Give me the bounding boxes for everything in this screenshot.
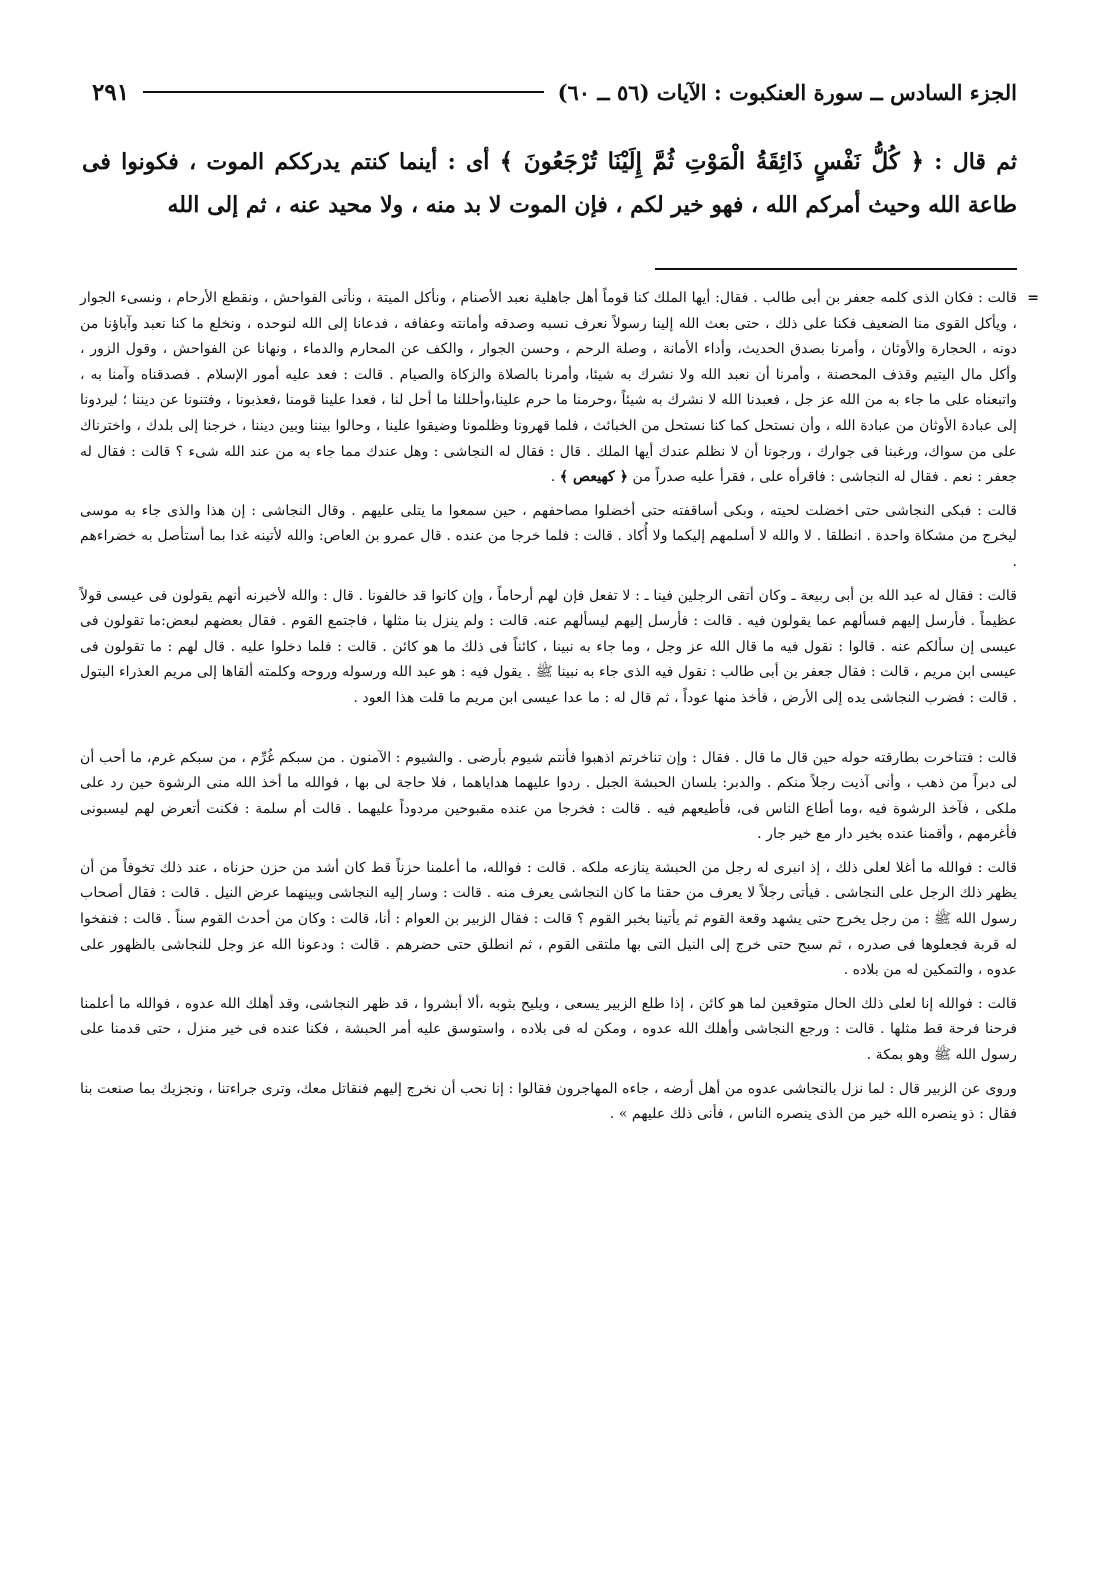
header-rule xyxy=(143,91,544,93)
footnote-paragraph: قالت : فوالله إنا لعلى ذلك الحال متوقعين لما هو كائن ، إذا طلع الزبير يسعى ، ويليح بثوبه ،ألا أبشروا ، قد ظهر النجاشى، وقد أهلك الله عدوه ، فوالله ما أعلمنا فرحنا فرحة قط مثلها . قالت : ورجع النجاشى وأهلك الله عدوه ، ومكن له فى بلاده ، واستوسق عليه أمر الحبشة ، فكنا عنده فى خير منزل ، حتى قدمنا على رسول الله ﷺ وهو بمكة . xyxy=(80,995,1017,1064)
footnote-text-end: . xyxy=(550,469,560,486)
main-text-prefix: ثم قال : xyxy=(923,149,1017,175)
footnote-paragraph: قالت : فتناخرت بطارقته حوله حين قال ما قال . فقال : وإن تناخرتم اذهبوا فأنتم شيوم بأرضى . والشيوم : الآمنون . من سبكم غُرِّم ، من سبكم غرم، ما أحب أن لى دبراً من ذهب ، وأنى آذيت رجلاً منكم . والدبر: بلسان الحبشة الجبل . ردوا عليهما هداياهما ، فلا حاجة لى بها ، فوالله ما أخذ الله منى الرشوة حين رد على ملكى ، فآخذ الرشوة فيه ،وما أطاع الناس فى، فأطيعهم فيه . قالت : فخرجا من عنده مقبوحين مردوداً عليهما . قالت أم سلمة : فكنت أتعرض لهم ليسبونى فأغرمهم ، وأقمنا عنده بخير دار مع خير جار . xyxy=(80,749,1017,843)
header-title: الجزء السادس ــ سورة العنكبوت : الآيات (٥٦ ــ ٦٠) xyxy=(557,79,1017,105)
main-text-body: أى : أينما كنتم يدرككم الموت ، فكونوا فى طاعة الله وحيث أمركم الله ، فهو خير لكم ، فإن الموت لا بد منه ، ولا محيد عنه ، ثم إلى الله xyxy=(82,149,1017,218)
footnote-paragraph: وروى عن الزبير قال : لما نزل بالنجاشى عدوه من أهل أرضه ، جاءه المهاجرون فقالوا : إنا نحب أن نخرج إليهم فنقاتل معك، وترى جراءتنا ، ونجزيك بما صنعت بنا فقال : ذو ينصره الله خير من الذى ينصره الناس ، فأنى ذلك عليهم » . xyxy=(80,1080,1017,1123)
footnote-paragraph: قالت : فقال له عبد الله بن أبى ربيعة ـ وكان أتقى الرجلين فينا ـ : لا تفعل فإن لهم أرحاماً ، وإن كانوا قد خالفونا . قال : والله لأخبرنه أنهم يقولون فى عيسى قولاً عظيماً . فأرسل إليهم فسألهم عما يقولون فيه . قالت : فأرسل إليهم ليسألهم عنه. قالت : ولم ينزل بنا مثلها ، فاجتمع القوم . فقال بعضهم لبعض:ما تقولون فى عيسى إن سألكم عنه . قالوا : نقول فيه ما قال الله عز وجل ، وما جاء به نبينا ، كائناً فى ذلك ما هو كائن . قالت : فلما دخلوا عليه . قال لهم : ما تقولون فى عيسى ابن مريم ، قالت : فقال جعفر بن أبى طالب : نقول فيه الذى جاء به نبينا ﷺ . يقول فيه : هو عبد الله ورسوله وروحه وكلمته ألقاها إلى مريم العذراء البتول . قالت : فضرب النجاشى يده إلى الأرض ، فأخذ منها عوداً ، ثم قال له : ما عدا عيسى ابن مريم ما قلت هذا العود . xyxy=(80,587,1017,706)
main-text xyxy=(82,140,1017,227)
page-number: ٢٩١ xyxy=(92,78,130,106)
continuation-marker: = xyxy=(1027,290,1039,306)
footnotes xyxy=(80,286,1039,1128)
footnote-paragraph: قالت : فوالله ما أغلا لعلى ذلك ، إذ انبرى له رجل من الحبشة ينازعه ملكه . قالت : فوالله، ما أعلمنا حزناً قط كان أشد من حزن حزناه ، عند ذلك تخوفاً من أن يظهر ذلك الرجل على النجاشى . فيأتى رجلاً لا يعرف من حقنا ما كان النجاشى يعرف منه . قالت : وسار إليه النجاشى وبينهما عرض النيل . قالت : فقال أصحاب رسول الله ﷺ : من رجل يخرج حتى يشهد وقعة القوم ثم يأتينا بخبر القوم ؟ قالت : فقال الزبير بن العوام : أنا، قالت : وكان من أحدث القوم سناً . قالت : فنفخوا له قربة فجعلوها فى صدره ، ثم سبح حتى خرج إلى النيل التى بها ملتقى القوم ، ثم انطلق حتى حضرهم . قالت : ودعونا الله عز وجل للنجاشى بالظهور على عدوه ، والتمكين له من بلاده . xyxy=(80,859,1017,979)
footnote-separator xyxy=(655,268,1017,270)
footnote-paragraph: قالت : فبكى النجاشى حتى اخضلت لحيته ، وبكى أساقفته حتى أخضلوا مصاحفهم ، حين سمعوا ما يتلى عليهم . وقال النجاشى : إن هذا والذى جاء به موسى ليخرج من مشكاة واحدة . انطلقا . لا والله لا أسلمهم إليكما ولا أُكاد . قالت : فلما خرجا من عنده . قال عمرو بن العاص: والله لأتينه غدا بما أستأصل به خضراءهم . xyxy=(80,502,1017,570)
running-header xyxy=(92,70,1017,114)
surah-reference: ﴿ كهيعص ﴾ xyxy=(559,469,629,486)
quran-verse: ﴿ كُلُّ نَفْسٍ ذَائِقَةُ الْمَوْتِ ثُمَّ إِلَيْنَا تُرْجَعُونَ ﴾ xyxy=(499,148,924,175)
footnote-text: قالت : فكان الذى كلمه جعفر بن أبى طالب . فقال: أيها الملك كنا قوماً أهل جاهلية نعبد الأصنام ، ونأكل الميتة ، ونأتى الفواحش ، ونقطع الأرحام ، ونسىء الجوار ، ويأكل القوى منا الضعيف فكنا على ذلك ، حتى بعث الله إلينا رسولاً نعرف نسبه وصدقه وأمانته وعفافه ، فدعانا إلى الله لنوحده ، ونخلع ما كنا نعبد وآباؤنا من دونه ، الحجارة والأوثان ، وأمرنا بصدق الحديث، وأداء الأمانة ، وصلة الرحم ، وحسن الجوار ، والكف عن المحارم والدماء ، ونهانا عن الفواحش ، وقول الزور ، وأكل مال اليتيم وقذف المحصنة ، وأمرنا أن نعبد الله ولا نشرك به شيئا، وأمرنا بالصلاة والزكاة والصيام . قالت : فعد عليه أمور الإسلام . فصدقناه وآمنا به ، واتبعناه على ما جاء به من الله عز جل ، فعبدنا الله لا نشرك به شيئاً ،وحرمنا ما حرم علينا،وأحللنا ما أحل لنا ، فعدا علينا قومنا ،فعذبونا ، وفتنونا عن ديننا ؛ ليردونا إلى عبادة الأوثان من عبادة الله ، وأن نستحل كما كنا نستحل من الخبائث ، فلما قهرونا وظلمونا وضيقوا علينا ، وحالوا بيننا وبين ديننا ، خرجنا إلى بلدك ، واخترناك على من سواك، ورغبنا فى جوارك ، ورجونا أن لا نظلم عندك أيها الملك . قال : فقال له النجاشى : وهل عندك مما جاء به من عند الله شىء ؟ قالت : فقال له جعفر : نعم . فقال له النجاشى : فاقرأه على ، فقرأ عليه صدراً من xyxy=(80,290,1017,486)
footnote-paragraph xyxy=(80,286,1017,491)
